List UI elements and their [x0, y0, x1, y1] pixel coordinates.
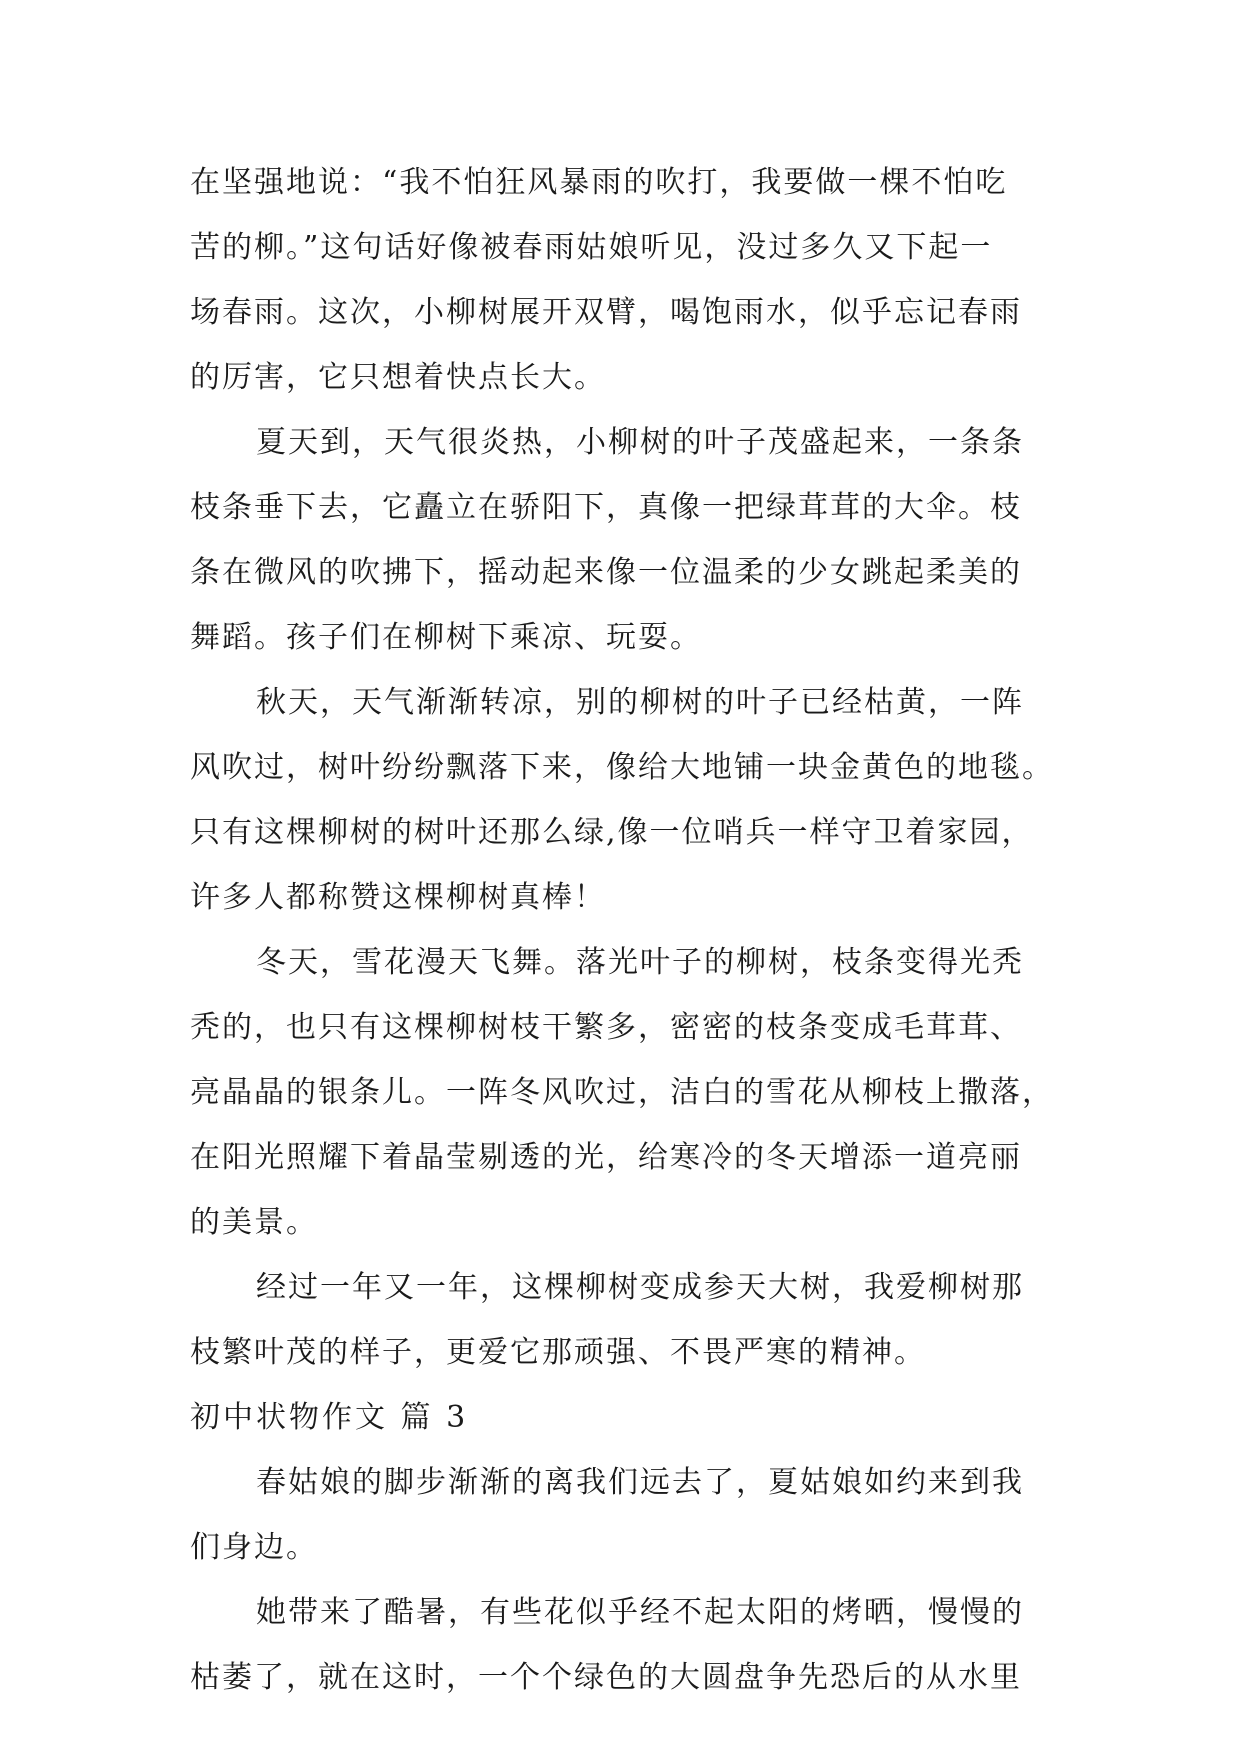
text-line: 们身边。: [190, 1530, 318, 1565]
text-line: 许多人都称赞这棵柳树真棒！: [190, 880, 606, 915]
text-line: 夏天到，天气很炎热，小柳树的叶子茂盛起来，一条条: [256, 425, 1024, 460]
paragraph-5: [190, 1255, 1050, 1385]
paragraph-6: [190, 1450, 1050, 1580]
text-line: 经过一年又一年，这棵柳树变成参天大树，我爱柳树那: [256, 1270, 1024, 1305]
text-line: 冬天，雪花漫天飞舞。落光叶子的柳树，枝条变得光秃: [256, 945, 1024, 980]
text-line: 在阳光照耀下着晶莹剔透的光，给寒冷的冬天增添一道亮丽: [190, 1140, 1022, 1175]
paragraph-4: [190, 930, 1054, 1255]
text-line: 枝繁叶茂的样子，更爱它那顽强、不畏严寒的精神。: [190, 1335, 926, 1370]
paragraph-3: [190, 670, 1054, 930]
text-line: 春姑娘的脚步渐渐的离我们远去了，夏姑娘如约来到我: [256, 1465, 1024, 1500]
paragraph-1: [190, 150, 1050, 410]
paragraph-7: [190, 1580, 1050, 1710]
text-line: 的美景。: [190, 1205, 318, 1240]
text-line: 在坚强地说：“我不怕狂风暴雨的吹打，我要做一棵不怕吃: [190, 165, 1008, 200]
text-line: 秃的，也只有这棵柳树枝干繁多，密密的枝条变成毛茸茸、: [190, 1010, 1022, 1045]
document-page: [190, 150, 1054, 1710]
text-line: 只有这棵柳树的树叶还那么绿,像一位哨兵一样守卫着家园，: [190, 815, 1034, 850]
text-line: 秋天，天气渐渐转凉，别的柳树的叶子已经枯黄，一阵: [256, 685, 1024, 720]
text-line: 亮晶晶的银条儿。一阵冬风吹过，洁白的雪花从柳枝上撒落，: [190, 1075, 1054, 1110]
text-line: 枝条垂下去，它矗立在骄阳下，真像一把绿茸茸的大伞。枝: [190, 490, 1022, 525]
text-line: 枯萎了，就在这时，一个个绿色的大圆盘争先恐后的从水里: [190, 1660, 1022, 1695]
text-line: 场春雨。这次，小柳树展开双臂，喝饱雨水，似乎忘记春雨: [190, 295, 1022, 330]
text-line: 风吹过，树叶纷纷飘落下来，像给大地铺一块金黄色的地毯。: [190, 750, 1054, 785]
text-line: 她带来了酷暑，有些花似乎经不起太阳的烤晒，慢慢的: [256, 1595, 1024, 1630]
section-heading: 初中状物作文 篇 3: [190, 1400, 469, 1435]
paragraph-2: [190, 410, 1050, 670]
text-line: 的厉害，它只想着快点长大。: [190, 360, 606, 395]
text-line: 条在微风的吹拂下，摇动起来像一位温柔的少女跳起柔美的: [190, 555, 1022, 590]
text-line: 舞蹈。孩子们在柳树下乘凉、玩耍。: [190, 620, 702, 655]
text-line: 苦的柳。”这句话好像被春雨姑娘听见，没过多久又下起一: [190, 230, 993, 265]
